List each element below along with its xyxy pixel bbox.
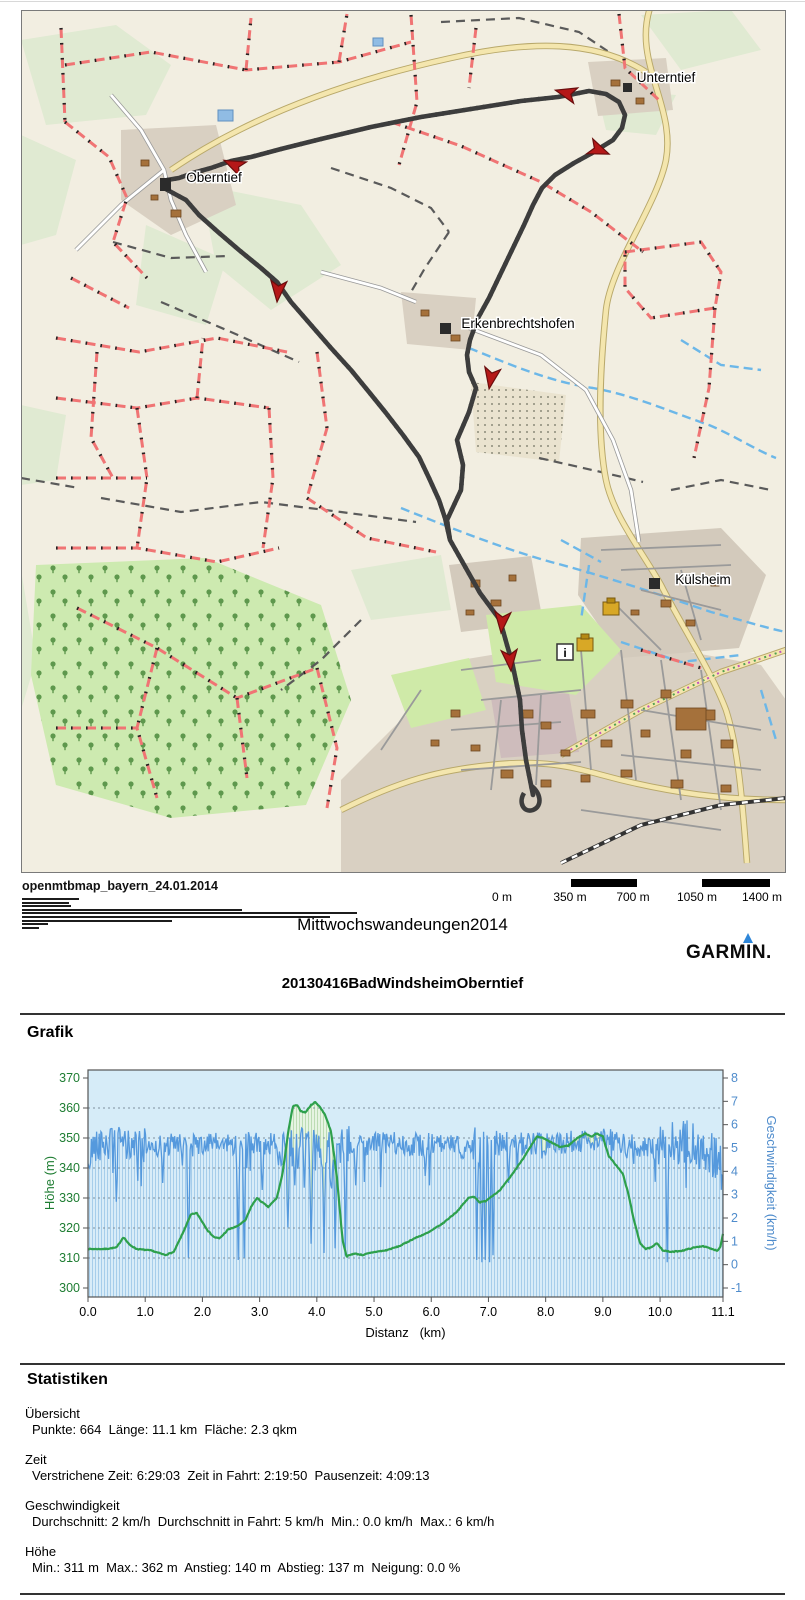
svg-text:6: 6 (731, 1117, 738, 1132)
stat-group-values: Min.: 311 m Max.: 362 m Anstieg: 140 m Abstieg: 137 m Neigung: 0.0 % (32, 1560, 461, 1575)
svg-text:310: 310 (59, 1251, 80, 1265)
garmin-wordmark: GARMIN. (686, 942, 772, 963)
svg-text:-1: -1 (731, 1281, 743, 1295)
svg-text:300: 300 (59, 1281, 80, 1295)
stat-group-geschwindigkeit (25, 1498, 765, 1530)
svg-text:360: 360 (59, 1101, 80, 1115)
svg-text:3.0: 3.0 (250, 1305, 269, 1319)
map (21, 10, 786, 873)
page-top-rule (0, 1, 805, 2)
svg-text:i: i (563, 646, 567, 660)
svg-text:Höhe (m): Höhe (m) (42, 1155, 57, 1211)
stat-group-values: Punkte: 664 Länge: 11.1 km Fläche: 2.3 qkm (32, 1422, 297, 1437)
elevation-speed-chart (40, 1050, 780, 1350)
stat-group-title: Zeit (25, 1452, 47, 1467)
svg-text:Distanz (km): Distanz (km) (365, 1325, 446, 1340)
stat-group-zeit (25, 1452, 765, 1484)
statistiken-header: Statistiken (27, 1371, 108, 1388)
svg-text:2: 2 (731, 1211, 738, 1225)
svg-text:5.0: 5.0 (365, 1305, 383, 1319)
svg-text:1.0: 1.0 (136, 1305, 154, 1319)
svg-text:7: 7 (731, 1094, 738, 1109)
scale-label: 1400 m (741, 890, 783, 904)
scale-label: 1050 m (676, 890, 718, 904)
stat-group-values: Durchschnitt: 2 km/h Durchschnitt in Fahrt: 5 km/h Min.: 0.0 km/h Max.: 6 km/h (32, 1514, 495, 1529)
svg-text:Geschwindigkeit (km/h): Geschwindigkeit (km/h) (764, 1115, 779, 1251)
svg-text:1: 1 (731, 1234, 738, 1249)
svg-text:11.1: 11.1 (711, 1305, 735, 1319)
scale-label: 700 m (616, 890, 650, 904)
page-bottom-rule (20, 1593, 785, 1595)
svg-text:8: 8 (731, 1071, 738, 1085)
scale-bar-segment (571, 879, 637, 887)
section-rule (20, 1363, 785, 1365)
statistics-list (25, 1406, 765, 1590)
info-icon (557, 644, 573, 660)
town-label-erkenbrechtshofen: Erkenbrechtshofen (461, 316, 575, 331)
svg-text:350: 350 (59, 1131, 80, 1145)
map-attribution: openmtbmap_bayern_24.01.2014 (22, 879, 218, 893)
section-rule (20, 1013, 785, 1015)
svg-text:340: 340 (59, 1161, 80, 1175)
scale-bar-segment (702, 879, 770, 887)
svg-text:320: 320 (59, 1221, 80, 1235)
collection-title: Mittwochswandeungen2014 (297, 915, 508, 934)
town-label-unterntief: Unterntief (636, 70, 696, 85)
town-label-oberntief: Oberntief (186, 170, 242, 185)
svg-text:0.0: 0.0 (79, 1305, 97, 1319)
grafik-header: Grafik (27, 1024, 74, 1041)
svg-text:0: 0 (731, 1257, 738, 1272)
track-title: 20130416BadWindsheimOberntief (281, 975, 524, 992)
stat-group-uebersicht (25, 1406, 765, 1438)
stat-group-hoehe (25, 1544, 765, 1576)
svg-text:6.0: 6.0 (422, 1305, 440, 1319)
stat-group-title: Geschwindigkeit (25, 1498, 120, 1513)
svg-text:8.0: 8.0 (536, 1305, 555, 1319)
svg-text:7.0: 7.0 (479, 1305, 498, 1319)
svg-text:9.0: 9.0 (594, 1305, 612, 1319)
stat-group-values: Verstrichene Zeit: 6:29:03 Zeit in Fahrt: 2:19:50 Pausenzeit: 4:09:13 (32, 1468, 430, 1483)
stat-group-title: Höhe (25, 1544, 57, 1559)
map-canvas (21, 10, 786, 873)
orchard-area (471, 382, 566, 462)
stat-group-title: Übersicht (25, 1406, 80, 1421)
svg-text:4: 4 (731, 1164, 738, 1179)
svg-text:10.0: 10.0 (647, 1305, 673, 1319)
svg-text:3: 3 (731, 1187, 738, 1202)
town-label-kuelsheim: Külsheim (675, 572, 731, 587)
svg-text:4.0: 4.0 (308, 1305, 326, 1319)
svg-text:5: 5 (731, 1141, 738, 1155)
svg-text:2.0: 2.0 (193, 1305, 212, 1319)
scale-label: 350 m (553, 890, 587, 904)
svg-text:330: 330 (59, 1191, 80, 1205)
svg-text:370: 370 (59, 1071, 80, 1085)
scale-label: 0 m (491, 890, 513, 904)
garmin-logo (686, 933, 776, 967)
